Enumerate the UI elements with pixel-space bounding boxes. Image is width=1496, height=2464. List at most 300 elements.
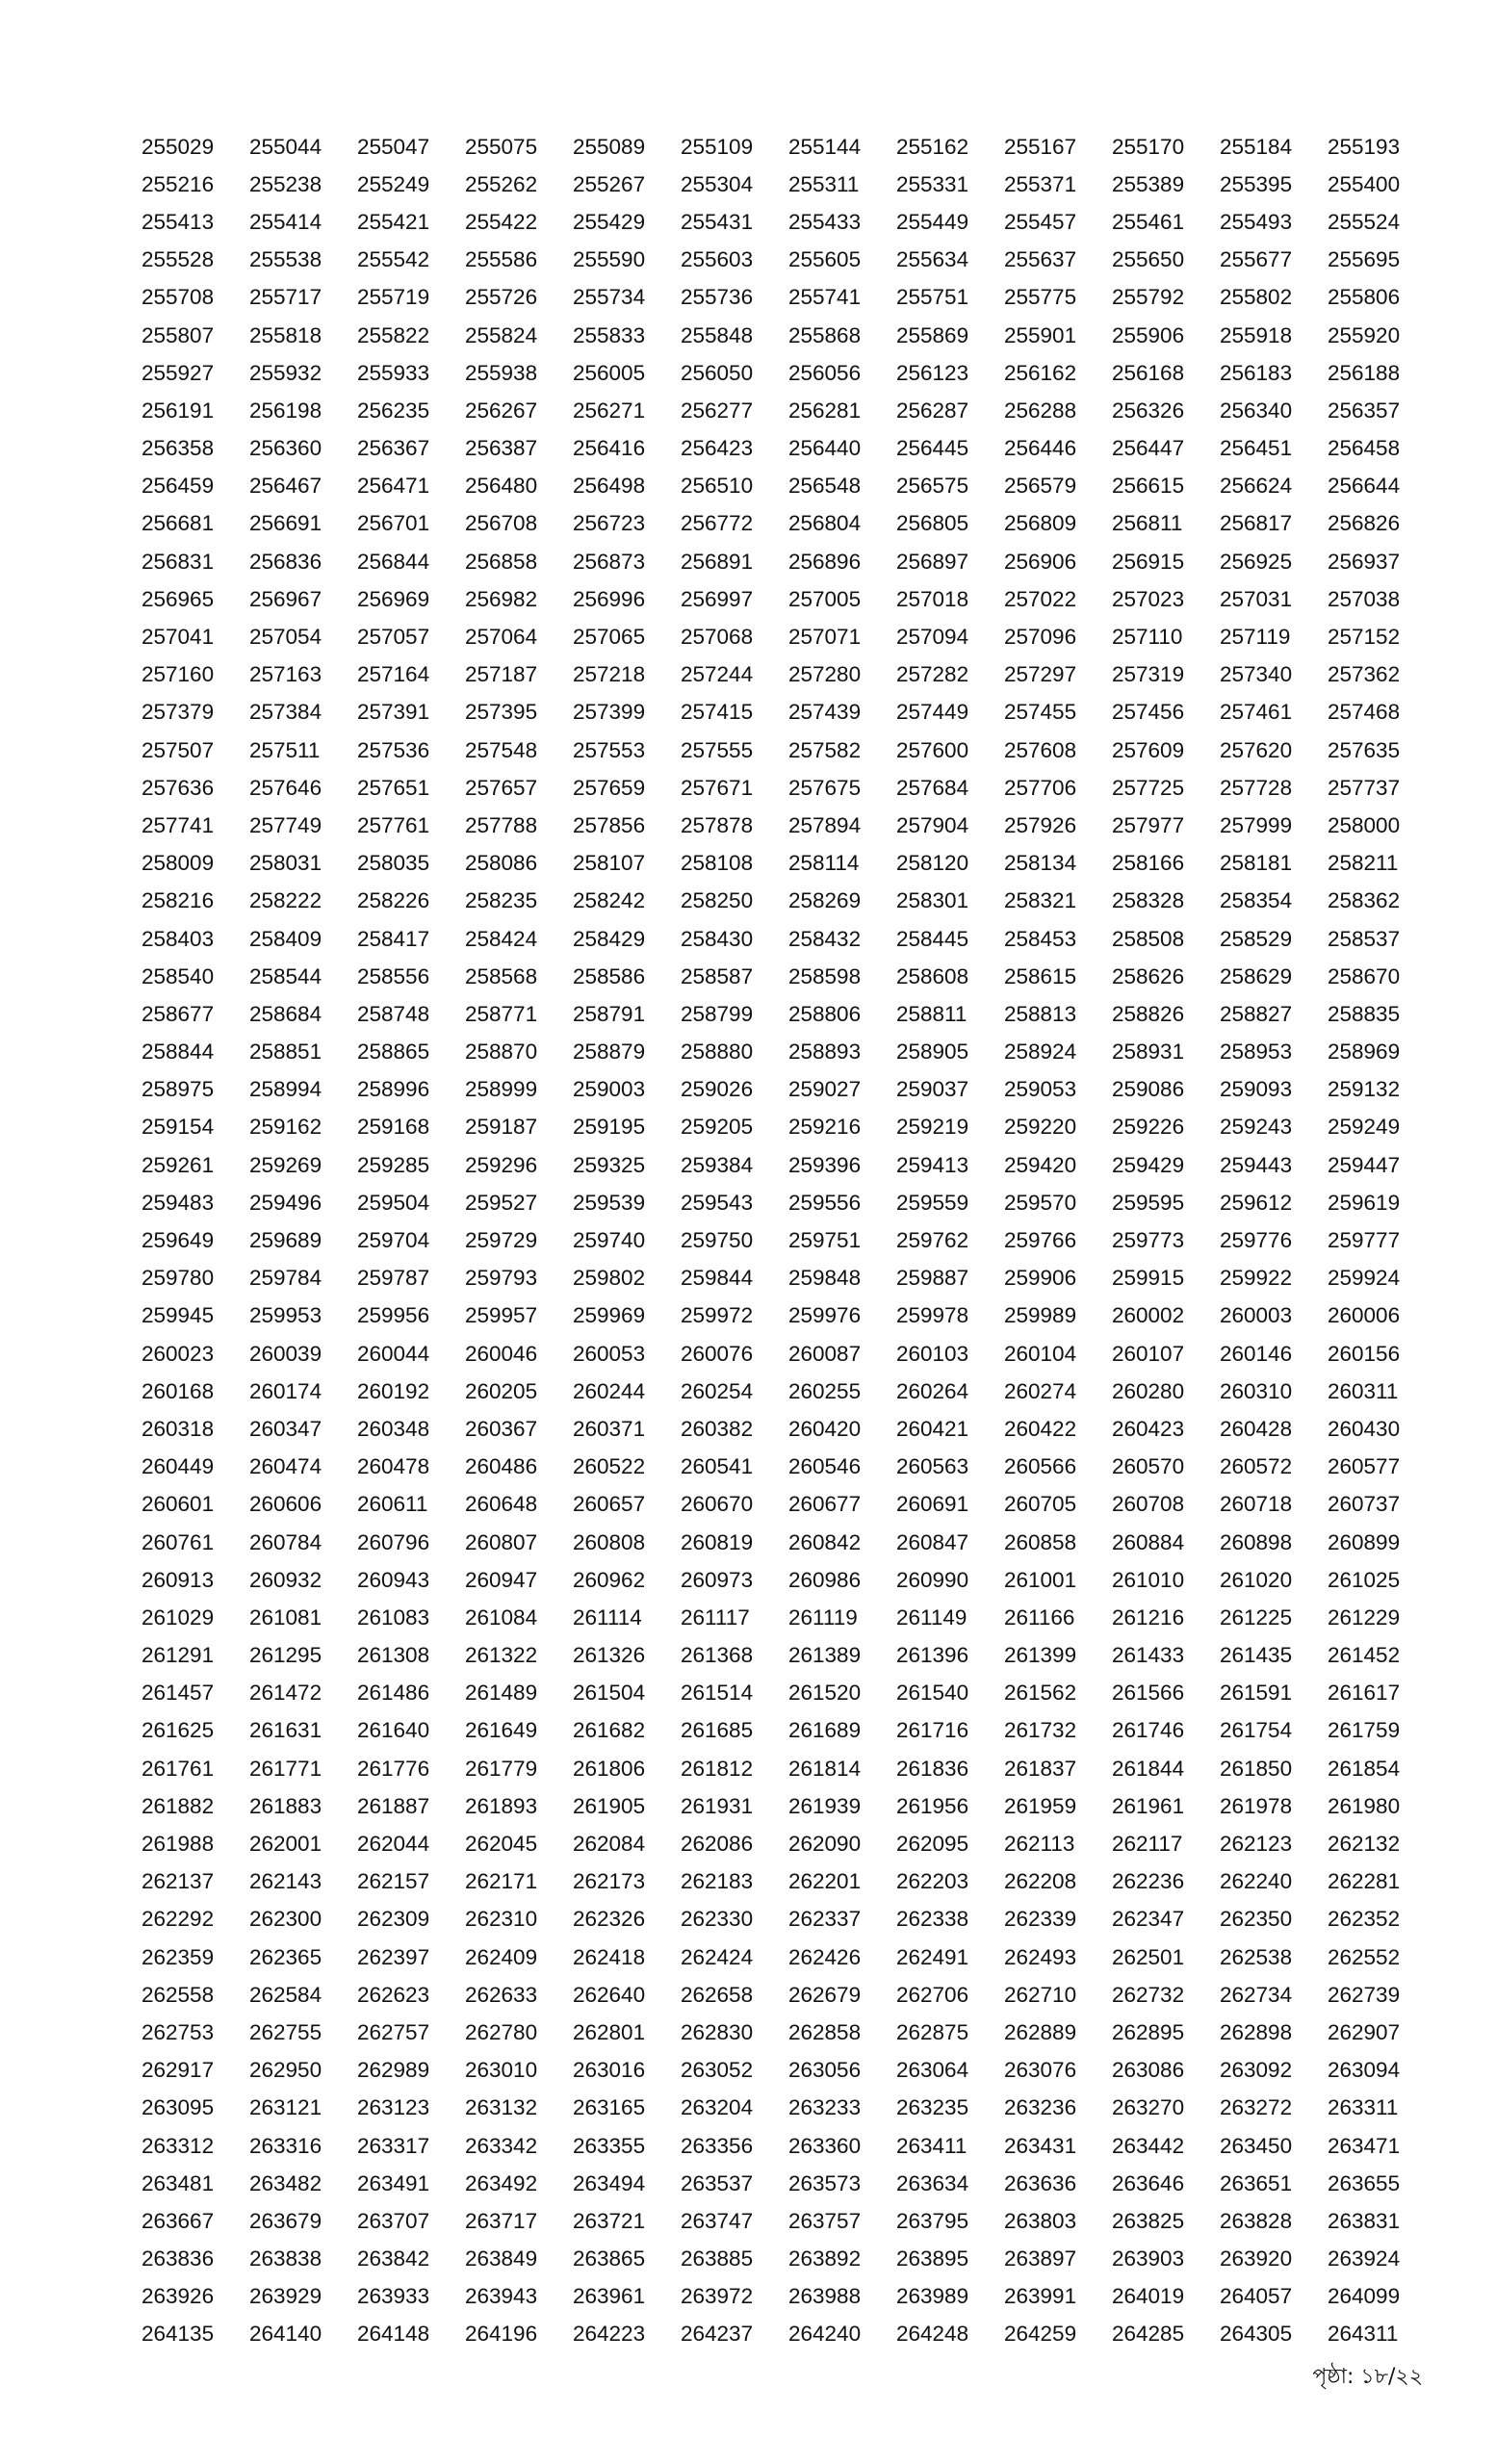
roll-number-cell: 259777 — [1328, 1228, 1401, 1253]
roll-number-cell: 258598 — [788, 963, 862, 988]
roll-number-cell: 263646 — [1112, 2170, 1185, 2195]
roll-number-cell: 262045 — [465, 1832, 538, 1857]
roll-number-cell: 260053 — [573, 1341, 646, 1366]
roll-number-cell: 259924 — [1328, 1266, 1401, 1291]
roll-number-cell: 255792 — [1112, 285, 1185, 310]
roll-number-cell: 262895 — [1112, 2019, 1185, 2044]
roll-number-cell: 259649 — [142, 1228, 215, 1253]
roll-number-cell: 262739 — [1328, 1982, 1401, 2007]
roll-number-cell: 261814 — [788, 1756, 862, 1781]
roll-number-cell: 255089 — [573, 134, 646, 159]
table-row — [142, 1825, 1435, 1862]
roll-number-cell: 261854 — [1328, 1756, 1401, 1781]
roll-number-cell: 262426 — [788, 1944, 862, 1969]
roll-number-cell: 260474 — [249, 1454, 322, 1479]
roll-number-cell: 258975 — [142, 1077, 215, 1102]
roll-number-cell: 259162 — [249, 1115, 322, 1140]
roll-number-cell: 263961 — [573, 2284, 646, 2309]
roll-number-cell: 258870 — [465, 1040, 538, 1065]
roll-number-cell: 259027 — [788, 1077, 862, 1102]
roll-number-cell: 257094 — [896, 625, 969, 650]
roll-number-cell: 256809 — [1004, 511, 1077, 536]
roll-number-cell: 256123 — [896, 360, 969, 385]
roll-number-cell: 261117 — [681, 1604, 750, 1630]
roll-number-cell: 255075 — [465, 134, 538, 159]
roll-number-cell: 255933 — [357, 360, 430, 385]
roll-number-cell: 261081 — [249, 1604, 322, 1630]
roll-number-cell: 259729 — [465, 1228, 538, 1253]
roll-number-cell: 256891 — [681, 549, 754, 574]
roll-number-cell: 257071 — [788, 625, 862, 650]
roll-number-cell: 262090 — [788, 1832, 862, 1857]
roll-number-cell: 258748 — [357, 1001, 430, 1026]
roll-number-cell: 255708 — [142, 285, 215, 310]
roll-number-cell: 260842 — [788, 1529, 862, 1554]
roll-number-cell: 263655 — [1328, 2170, 1401, 2195]
roll-number-cell: 260807 — [465, 1529, 538, 1554]
roll-number-cell: 257456 — [1112, 700, 1185, 725]
roll-number-cell: 260174 — [249, 1378, 322, 1403]
roll-number-cell: 261399 — [1004, 1643, 1077, 1668]
table-row — [142, 958, 1435, 995]
roll-number-cell: 261771 — [249, 1756, 322, 1781]
roll-number-cell: 257856 — [573, 812, 646, 837]
roll-number-cell: 261396 — [896, 1643, 969, 1668]
roll-number-cell: 258893 — [788, 1040, 862, 1065]
roll-number-cell: 255775 — [1004, 285, 1077, 310]
table-row — [142, 1184, 1435, 1221]
table-row — [142, 505, 1435, 543]
roll-number-cell: 256498 — [573, 474, 646, 499]
roll-number-cell: 257018 — [896, 586, 969, 611]
roll-number-cell: 256982 — [465, 586, 538, 611]
roll-number-cell: 263355 — [573, 2133, 646, 2158]
roll-number-cell: 261540 — [896, 1681, 969, 1706]
roll-number-cell: 257728 — [1220, 775, 1293, 800]
roll-number-cell: 256723 — [573, 511, 646, 536]
roll-number-cell: 257031 — [1220, 586, 1293, 611]
roll-number-cell: 260913 — [142, 1567, 215, 1592]
roll-number-cell: 259556 — [788, 1190, 862, 1215]
roll-number-cell: 262418 — [573, 1944, 646, 1969]
roll-number-cell: 258529 — [1220, 926, 1293, 951]
roll-number-cell: 262330 — [681, 1907, 754, 1932]
roll-number-cell: 263356 — [681, 2133, 754, 2158]
roll-number-cell: 263270 — [1112, 2095, 1185, 2120]
roll-number-cell: 262143 — [249, 1869, 322, 1894]
roll-number-cell: 256969 — [357, 586, 430, 611]
roll-number-cell: 257468 — [1328, 700, 1401, 725]
roll-number-cell: 255868 — [788, 322, 862, 347]
roll-number-cell: 258417 — [357, 926, 430, 951]
roll-number-cell: 259887 — [896, 1266, 969, 1291]
roll-number-cell: 256050 — [681, 360, 754, 385]
roll-number-cell: 263988 — [788, 2284, 862, 2309]
roll-number-cell: 256459 — [142, 474, 215, 499]
roll-number-cell: 257725 — [1112, 775, 1185, 800]
roll-number-cell: 256691 — [249, 511, 322, 536]
roll-number-cell: 257023 — [1112, 586, 1185, 611]
roll-number-cell: 262917 — [142, 2058, 215, 2083]
roll-number-cell: 260657 — [573, 1492, 646, 1517]
roll-number-cell: 263132 — [465, 2095, 538, 2120]
roll-number-cell: 256168 — [1112, 360, 1185, 385]
roll-number-cell: 260107 — [1112, 1341, 1185, 1366]
roll-number-cell: 262875 — [896, 2019, 969, 2044]
roll-number-cell: 260611 — [357, 1492, 428, 1517]
roll-number-cell: 257904 — [896, 812, 969, 837]
roll-number-cell: 264057 — [1220, 2284, 1293, 2309]
roll-number-cell: 260420 — [788, 1416, 862, 1441]
roll-number-cell: 258035 — [357, 851, 430, 876]
roll-number-cell: 263903 — [1112, 2246, 1185, 2272]
roll-number-cell: 256937 — [1328, 549, 1401, 574]
roll-number-cell: 257620 — [1220, 737, 1293, 762]
roll-number-cell: 260601 — [142, 1492, 215, 1517]
roll-number-cell: 259037 — [896, 1077, 969, 1102]
roll-number-cell: 255822 — [357, 322, 430, 347]
roll-number-cell: 260522 — [573, 1454, 646, 1479]
roll-number-cell: 256480 — [465, 474, 538, 499]
roll-number-cell: 256458 — [1328, 436, 1401, 461]
roll-number-cell: 256996 — [573, 586, 646, 611]
roll-number-cell: 261566 — [1112, 1681, 1185, 1706]
roll-number-cell: 255304 — [681, 171, 754, 196]
roll-number-cell: 255193 — [1328, 134, 1401, 159]
roll-number-cell: 260973 — [681, 1567, 754, 1592]
roll-number-cell: 259969 — [573, 1303, 646, 1328]
table-row — [142, 1297, 1435, 1335]
table-row — [142, 845, 1435, 883]
roll-number-cell: 263316 — [249, 2133, 322, 2158]
roll-number-cell: 262183 — [681, 1869, 754, 1894]
roll-number-cell: 262359 — [142, 1944, 215, 1969]
roll-number-cell: 261779 — [465, 1756, 538, 1781]
roll-number-cell: 258403 — [142, 926, 215, 951]
roll-number-cell: 255493 — [1220, 209, 1293, 234]
roll-number-cell: 260274 — [1004, 1378, 1077, 1403]
roll-number-cell: 260192 — [357, 1378, 430, 1403]
roll-number-cell: 255170 — [1112, 134, 1185, 159]
roll-number-cell: 260670 — [681, 1492, 754, 1517]
roll-number-cell: 260146 — [1220, 1341, 1293, 1366]
roll-number-cell: 263064 — [896, 2058, 969, 2083]
roll-number-cell: 255433 — [788, 209, 862, 234]
roll-number-cell: 262757 — [357, 2019, 430, 2044]
table-row — [142, 1449, 1435, 1486]
roll-number-cell: 260566 — [1004, 1454, 1077, 1479]
roll-number-cell: 260428 — [1220, 1416, 1293, 1441]
roll-number-cell: 257636 — [142, 775, 215, 800]
roll-number-cell: 261389 — [788, 1643, 862, 1668]
roll-number-cell: 259527 — [465, 1190, 538, 1215]
roll-number-cell: 260348 — [357, 1416, 430, 1441]
roll-number-cell: 258086 — [465, 851, 538, 876]
roll-number-cell: 262679 — [788, 1982, 862, 2007]
roll-number-cell: 263721 — [573, 2208, 646, 2233]
roll-number-cell: 261295 — [249, 1643, 322, 1668]
roll-number-cell: 257646 — [249, 775, 322, 800]
roll-number-cell: 262300 — [249, 1907, 322, 1932]
roll-number-cell: 261489 — [465, 1681, 538, 1706]
roll-number-cell: 260737 — [1328, 1492, 1401, 1517]
roll-number-cell: 259976 — [788, 1303, 862, 1328]
roll-number-cell: 255331 — [896, 171, 969, 196]
roll-number-cell: 260103 — [896, 1341, 969, 1366]
roll-number-cell: 255717 — [249, 285, 322, 310]
roll-number-cell: 259915 — [1112, 1266, 1185, 1291]
roll-number-cell: 258835 — [1328, 1001, 1401, 1026]
roll-number-cell: 256387 — [465, 436, 538, 461]
roll-number-cell: 259543 — [681, 1190, 754, 1215]
roll-number-cell: 264223 — [573, 2322, 646, 2347]
roll-number-cell: 262338 — [896, 1907, 969, 1932]
table-row — [142, 392, 1435, 429]
roll-number-cell: 258813 — [1004, 1001, 1077, 1026]
roll-number-cell: 263204 — [681, 2095, 754, 2120]
roll-number-cell: 256288 — [1004, 398, 1077, 423]
roll-number-cell: 263010 — [465, 2058, 538, 2083]
roll-number-cell: 264019 — [1112, 2284, 1185, 2309]
roll-number-cell: 259249 — [1328, 1115, 1401, 1140]
roll-number-cell: 260478 — [357, 1454, 430, 1479]
table-row — [142, 2127, 1435, 2165]
roll-number-cell: 257609 — [1112, 737, 1185, 762]
roll-number-cell: 260986 — [788, 1567, 862, 1592]
roll-number-cell: 256447 — [1112, 436, 1185, 461]
roll-number-cell: 263450 — [1220, 2133, 1293, 2158]
roll-number-cell: 258540 — [142, 963, 215, 988]
roll-number-cell: 262830 — [681, 2019, 754, 2044]
roll-number-cell: 261472 — [249, 1681, 322, 1706]
roll-number-cell: 262755 — [249, 2019, 322, 2044]
roll-number-cell: 257280 — [788, 662, 862, 687]
roll-number-cell: 256858 — [465, 549, 538, 574]
roll-number-cell: 260541 — [681, 1454, 754, 1479]
roll-number-cell: 261617 — [1328, 1681, 1401, 1706]
roll-number-cell: 258677 — [142, 1001, 215, 1026]
roll-number-cell: 263667 — [142, 2208, 215, 2233]
table-row — [142, 1524, 1435, 1561]
roll-number-cell: 260570 — [1112, 1454, 1185, 1479]
roll-number-cell: 263236 — [1004, 2095, 1077, 2120]
roll-number-cell: 263121 — [249, 2095, 322, 2120]
roll-number-cell: 262898 — [1220, 2019, 1293, 2044]
roll-number-cell: 258120 — [896, 851, 969, 876]
roll-number-cell: 261887 — [357, 1793, 430, 1818]
roll-number-cell: 263717 — [465, 2208, 538, 2233]
roll-number-cell: 259168 — [357, 1115, 430, 1140]
roll-number-cell: 255238 — [249, 171, 322, 196]
table-row — [142, 1976, 1435, 2014]
roll-number-cell: 262801 — [573, 2019, 646, 2044]
roll-number-cell: 263803 — [1004, 2208, 1077, 2233]
roll-number-cell: 263897 — [1004, 2246, 1077, 2272]
roll-number-cell: 258134 — [1004, 851, 1077, 876]
roll-number-cell: 256548 — [788, 474, 862, 499]
roll-number-cell: 257548 — [465, 737, 538, 762]
roll-number-cell: 261520 — [788, 1681, 862, 1706]
roll-number-cell: 259053 — [1004, 1077, 1077, 1102]
roll-number-cell: 261625 — [142, 1718, 215, 1743]
roll-number-cell: 259848 — [788, 1266, 862, 1291]
roll-number-cell: 260347 — [249, 1416, 322, 1441]
roll-number-cell: 257379 — [142, 700, 215, 725]
roll-number-cell: 256440 — [788, 436, 862, 461]
roll-number-cell: 262365 — [249, 1944, 322, 1969]
roll-number-cell: 258615 — [1004, 963, 1077, 988]
roll-number-cell: 260761 — [142, 1529, 215, 1554]
roll-number-cell: 264285 — [1112, 2322, 1185, 2347]
roll-number-cell: 263094 — [1328, 2058, 1401, 2083]
roll-number-cell: 259296 — [465, 1152, 538, 1177]
roll-number-cell: 261836 — [896, 1756, 969, 1781]
roll-number-cell: 260546 — [788, 1454, 862, 1479]
roll-number-cell: 257340 — [1220, 662, 1293, 687]
roll-number-cell: 262113 — [1004, 1832, 1075, 1857]
roll-number-cell: 263095 — [142, 2095, 215, 2120]
roll-number-cell: 263636 — [1004, 2170, 1077, 2195]
roll-number-cell: 259953 — [249, 1303, 322, 1328]
roll-number-cell: 262240 — [1220, 1869, 1293, 1894]
roll-number-cell: 257439 — [788, 700, 862, 725]
roll-number-cell: 261776 — [357, 1756, 430, 1781]
roll-number-cell: 260606 — [249, 1492, 322, 1517]
roll-number-cell: 260087 — [788, 1341, 862, 1366]
roll-number-cell: 258537 — [1328, 926, 1401, 951]
roll-number-cell: 260677 — [788, 1492, 862, 1517]
roll-number-cell: 261931 — [681, 1793, 754, 1818]
roll-number-cell: 258587 — [681, 963, 754, 988]
table-row — [142, 769, 1435, 807]
roll-number-cell: 261166 — [1004, 1604, 1075, 1630]
roll-number-cell: 258799 — [681, 1001, 754, 1026]
roll-number-cell: 259784 — [249, 1266, 322, 1291]
roll-number-cell: 256467 — [249, 474, 322, 499]
roll-number-cell: 263491 — [357, 2170, 430, 2195]
roll-number-cell: 264140 — [249, 2322, 322, 2347]
roll-number-cell: 255421 — [357, 209, 430, 234]
roll-number-cell: 257878 — [681, 812, 754, 837]
roll-number-cell: 255216 — [142, 171, 215, 196]
roll-number-table-body — [142, 128, 1435, 2353]
roll-number-cell: 260002 — [1112, 1303, 1185, 1328]
roll-number-cell: 256191 — [142, 398, 215, 423]
roll-number-cell: 261514 — [681, 1681, 754, 1706]
table-row — [142, 430, 1435, 468]
roll-number-cell: 263086 — [1112, 2058, 1185, 2083]
roll-number-cell: 258000 — [1328, 812, 1401, 837]
roll-number-cell: 255677 — [1220, 247, 1293, 272]
roll-number-cell: 259978 — [896, 1303, 969, 1328]
roll-number-cell: 261308 — [357, 1643, 430, 1668]
roll-number-cell: 255538 — [249, 247, 322, 272]
roll-number-cell: 261961 — [1112, 1793, 1185, 1818]
roll-number-cell: 258222 — [249, 888, 322, 913]
roll-number-cell: 255726 — [465, 285, 538, 310]
roll-number-cell: 257600 — [896, 737, 969, 762]
roll-number-cell: 259195 — [573, 1115, 646, 1140]
roll-number-cell: 260255 — [788, 1378, 862, 1403]
roll-number-cell: 262907 — [1328, 2019, 1401, 2044]
table-row — [142, 1034, 1435, 1071]
roll-number-cell: 260039 — [249, 1341, 322, 1366]
roll-number-cell: 262203 — [896, 1869, 969, 1894]
roll-number-cell: 263825 — [1112, 2208, 1185, 2233]
roll-number-cell: 263342 — [465, 2133, 538, 2158]
roll-number-cell: 256271 — [573, 398, 646, 423]
roll-number-cell: 258328 — [1112, 888, 1185, 913]
roll-number-cell: 263679 — [249, 2208, 322, 2233]
roll-number-cell: 257761 — [357, 812, 430, 837]
roll-number-cell: 255901 — [1004, 322, 1077, 347]
roll-number-cell: 257005 — [788, 586, 862, 611]
roll-number-cell: 256162 — [1004, 360, 1077, 385]
roll-number-cell: 260691 — [896, 1492, 969, 1517]
roll-number-cell: 260076 — [681, 1341, 754, 1366]
roll-number-cell: 258181 — [1220, 851, 1293, 876]
roll-number-cell: 260819 — [681, 1529, 754, 1554]
roll-number-cell: 256844 — [357, 549, 430, 574]
roll-number-cell: 256471 — [357, 474, 430, 499]
roll-number-cell: 260947 — [465, 1567, 538, 1592]
roll-number-cell: 260046 — [465, 1341, 538, 1366]
roll-number-cell: 261562 — [1004, 1681, 1077, 1706]
roll-number-cell: 259780 — [142, 1266, 215, 1291]
table-row — [142, 1071, 1435, 1109]
roll-number-cell: 262044 — [357, 1832, 430, 1857]
roll-number-cell: 258354 — [1220, 888, 1293, 913]
table-row — [142, 883, 1435, 920]
roll-number-cell: 263442 — [1112, 2133, 1185, 2158]
roll-number-cell: 262309 — [357, 1907, 430, 1932]
roll-number-cell: 263482 — [249, 2170, 322, 2195]
roll-number-cell: 258905 — [896, 1040, 969, 1065]
roll-number-cell: 257659 — [573, 775, 646, 800]
roll-number-cell: 260430 — [1328, 1416, 1401, 1441]
roll-number-cell: 259989 — [1004, 1303, 1077, 1328]
roll-number-cell: 255637 — [1004, 247, 1077, 272]
roll-number-cell: 263989 — [896, 2284, 969, 2309]
table-row — [142, 1787, 1435, 1825]
roll-number-cell: 256575 — [896, 474, 969, 499]
roll-number-cell: 261837 — [1004, 1756, 1077, 1781]
roll-number-cell: 257068 — [681, 625, 754, 650]
roll-number-cell: 255695 — [1328, 247, 1401, 272]
roll-number-cell: 262326 — [573, 1907, 646, 1932]
table-row — [142, 2202, 1435, 2240]
roll-number-cell: 258931 — [1112, 1040, 1185, 1065]
roll-number-cell: 259766 — [1004, 1228, 1077, 1253]
table-row — [142, 1637, 1435, 1675]
roll-number-cell: 260449 — [142, 1454, 215, 1479]
roll-number-cell: 256836 — [249, 549, 322, 574]
roll-number-cell: 258216 — [142, 888, 215, 913]
roll-number-cell: 261083 — [357, 1604, 430, 1630]
roll-number-cell: 258586 — [573, 963, 646, 988]
roll-number-cell: 256579 — [1004, 474, 1077, 499]
table-row — [142, 2165, 1435, 2202]
roll-number-cell: 256183 — [1220, 360, 1293, 385]
table-row — [142, 1109, 1435, 1146]
roll-number-cell: 258999 — [465, 1077, 538, 1102]
roll-number-cell: 258453 — [1004, 926, 1077, 951]
roll-number-cell: 255932 — [249, 360, 322, 385]
roll-number-cell: 258445 — [896, 926, 969, 951]
roll-number-cell: 258009 — [142, 851, 215, 876]
roll-number-cell: 255918 — [1220, 322, 1293, 347]
roll-number-cell: 262095 — [896, 1832, 969, 1857]
